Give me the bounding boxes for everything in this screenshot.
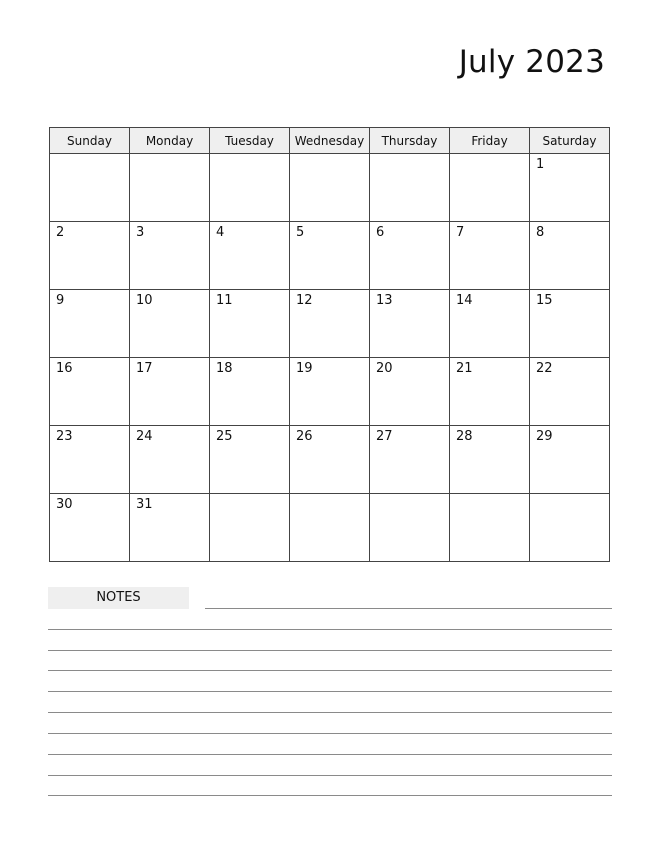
day-number: 14 — [456, 293, 473, 308]
day-number — [130, 154, 209, 157]
day-number: 26 — [296, 429, 313, 444]
day-cell — [530, 494, 610, 562]
day-cell — [130, 222, 210, 290]
day-cell — [210, 358, 290, 426]
day-cell — [50, 426, 130, 494]
note-line — [48, 670, 612, 671]
note-line — [48, 691, 612, 692]
weekday-saturday: Saturday — [530, 128, 610, 154]
day-number: 2 — [56, 225, 65, 240]
day-cell — [530, 358, 610, 426]
day-cell — [50, 222, 130, 290]
day-number: 3 — [136, 225, 145, 240]
day-number: 31 — [136, 497, 153, 512]
day-number: 12 — [296, 293, 313, 308]
day-cell — [370, 358, 450, 426]
week-row-2 — [50, 222, 610, 290]
day-number: 6 — [376, 225, 385, 240]
day-cell — [530, 426, 610, 494]
day-number: 17 — [136, 361, 153, 376]
day-cell — [290, 222, 370, 290]
day-cell — [370, 290, 450, 358]
day-cell — [370, 494, 450, 562]
day-number — [370, 154, 449, 157]
day-number: 1 — [536, 157, 545, 172]
day-cell — [130, 494, 210, 562]
weekday-wednesday: Wednesday — [290, 128, 370, 154]
note-line — [48, 712, 612, 713]
day-cell — [50, 494, 130, 562]
day-cell — [370, 222, 450, 290]
day-number: 27 — [376, 429, 393, 444]
day-cell — [210, 154, 290, 222]
day-number: 23 — [56, 429, 73, 444]
day-number: 30 — [56, 497, 73, 512]
day-cell — [450, 426, 530, 494]
day-cell — [290, 426, 370, 494]
day-number: 13 — [376, 293, 393, 308]
day-number: 15 — [536, 293, 553, 308]
day-cell — [130, 154, 210, 222]
day-cell — [210, 494, 290, 562]
day-cell — [210, 426, 290, 494]
notes-label: NOTES — [48, 587, 189, 609]
day-number: 8 — [536, 225, 545, 240]
day-cell — [50, 358, 130, 426]
day-number — [210, 494, 289, 497]
week-row-6 — [50, 494, 610, 562]
day-cell — [210, 222, 290, 290]
day-cell — [290, 290, 370, 358]
day-number: 22 — [536, 361, 553, 376]
day-number — [210, 154, 289, 157]
day-cell — [290, 494, 370, 562]
day-number: 21 — [456, 361, 473, 376]
day-cell — [130, 426, 210, 494]
week-row-1 — [50, 154, 610, 222]
day-number — [530, 494, 609, 497]
day-number: 18 — [216, 361, 233, 376]
day-cell — [450, 494, 530, 562]
day-number: 19 — [296, 361, 313, 376]
day-number: 10 — [136, 293, 153, 308]
day-number — [370, 494, 449, 497]
week-row-4 — [50, 358, 610, 426]
day-number: 28 — [456, 429, 473, 444]
week-row-5 — [50, 426, 610, 494]
day-cell — [450, 154, 530, 222]
day-number — [450, 494, 529, 497]
note-line — [48, 754, 612, 755]
note-line — [48, 629, 612, 630]
day-number — [50, 154, 129, 157]
day-number: 7 — [456, 225, 465, 240]
day-cell — [450, 290, 530, 358]
weekday-monday: Monday — [130, 128, 210, 154]
day-cell — [530, 154, 610, 222]
note-line — [48, 795, 612, 796]
day-cell — [290, 358, 370, 426]
page-title: July 2023 — [458, 44, 605, 80]
day-cell — [130, 358, 210, 426]
weekday-friday: Friday — [450, 128, 530, 154]
day-number: 20 — [376, 361, 393, 376]
note-line — [48, 650, 612, 651]
day-number: 5 — [296, 225, 305, 240]
day-number: 11 — [216, 293, 233, 308]
day-cell — [290, 154, 370, 222]
day-cell — [210, 290, 290, 358]
note-line — [205, 608, 612, 609]
day-cell — [130, 290, 210, 358]
day-cell — [370, 154, 450, 222]
weekday-sunday: Sunday — [50, 128, 130, 154]
day-number: 4 — [216, 225, 225, 240]
week-row-3 — [50, 290, 610, 358]
day-cell — [50, 154, 130, 222]
day-cell — [450, 222, 530, 290]
day-number: 25 — [216, 429, 233, 444]
day-number: 24 — [136, 429, 153, 444]
day-cell — [450, 358, 530, 426]
day-number: 9 — [56, 293, 65, 308]
weekday-thursday: Thursday — [370, 128, 450, 154]
calendar-grid — [49, 127, 610, 562]
day-cell — [50, 290, 130, 358]
weekday-header-row — [50, 128, 610, 154]
day-number — [290, 494, 369, 497]
day-number: 16 — [56, 361, 73, 376]
day-number — [450, 154, 529, 157]
day-number — [290, 154, 369, 157]
day-cell — [370, 426, 450, 494]
day-cell — [530, 222, 610, 290]
note-line — [48, 775, 612, 776]
day-number: 29 — [536, 429, 553, 444]
note-line — [48, 733, 612, 734]
day-cell — [530, 290, 610, 358]
weekday-tuesday: Tuesday — [210, 128, 290, 154]
